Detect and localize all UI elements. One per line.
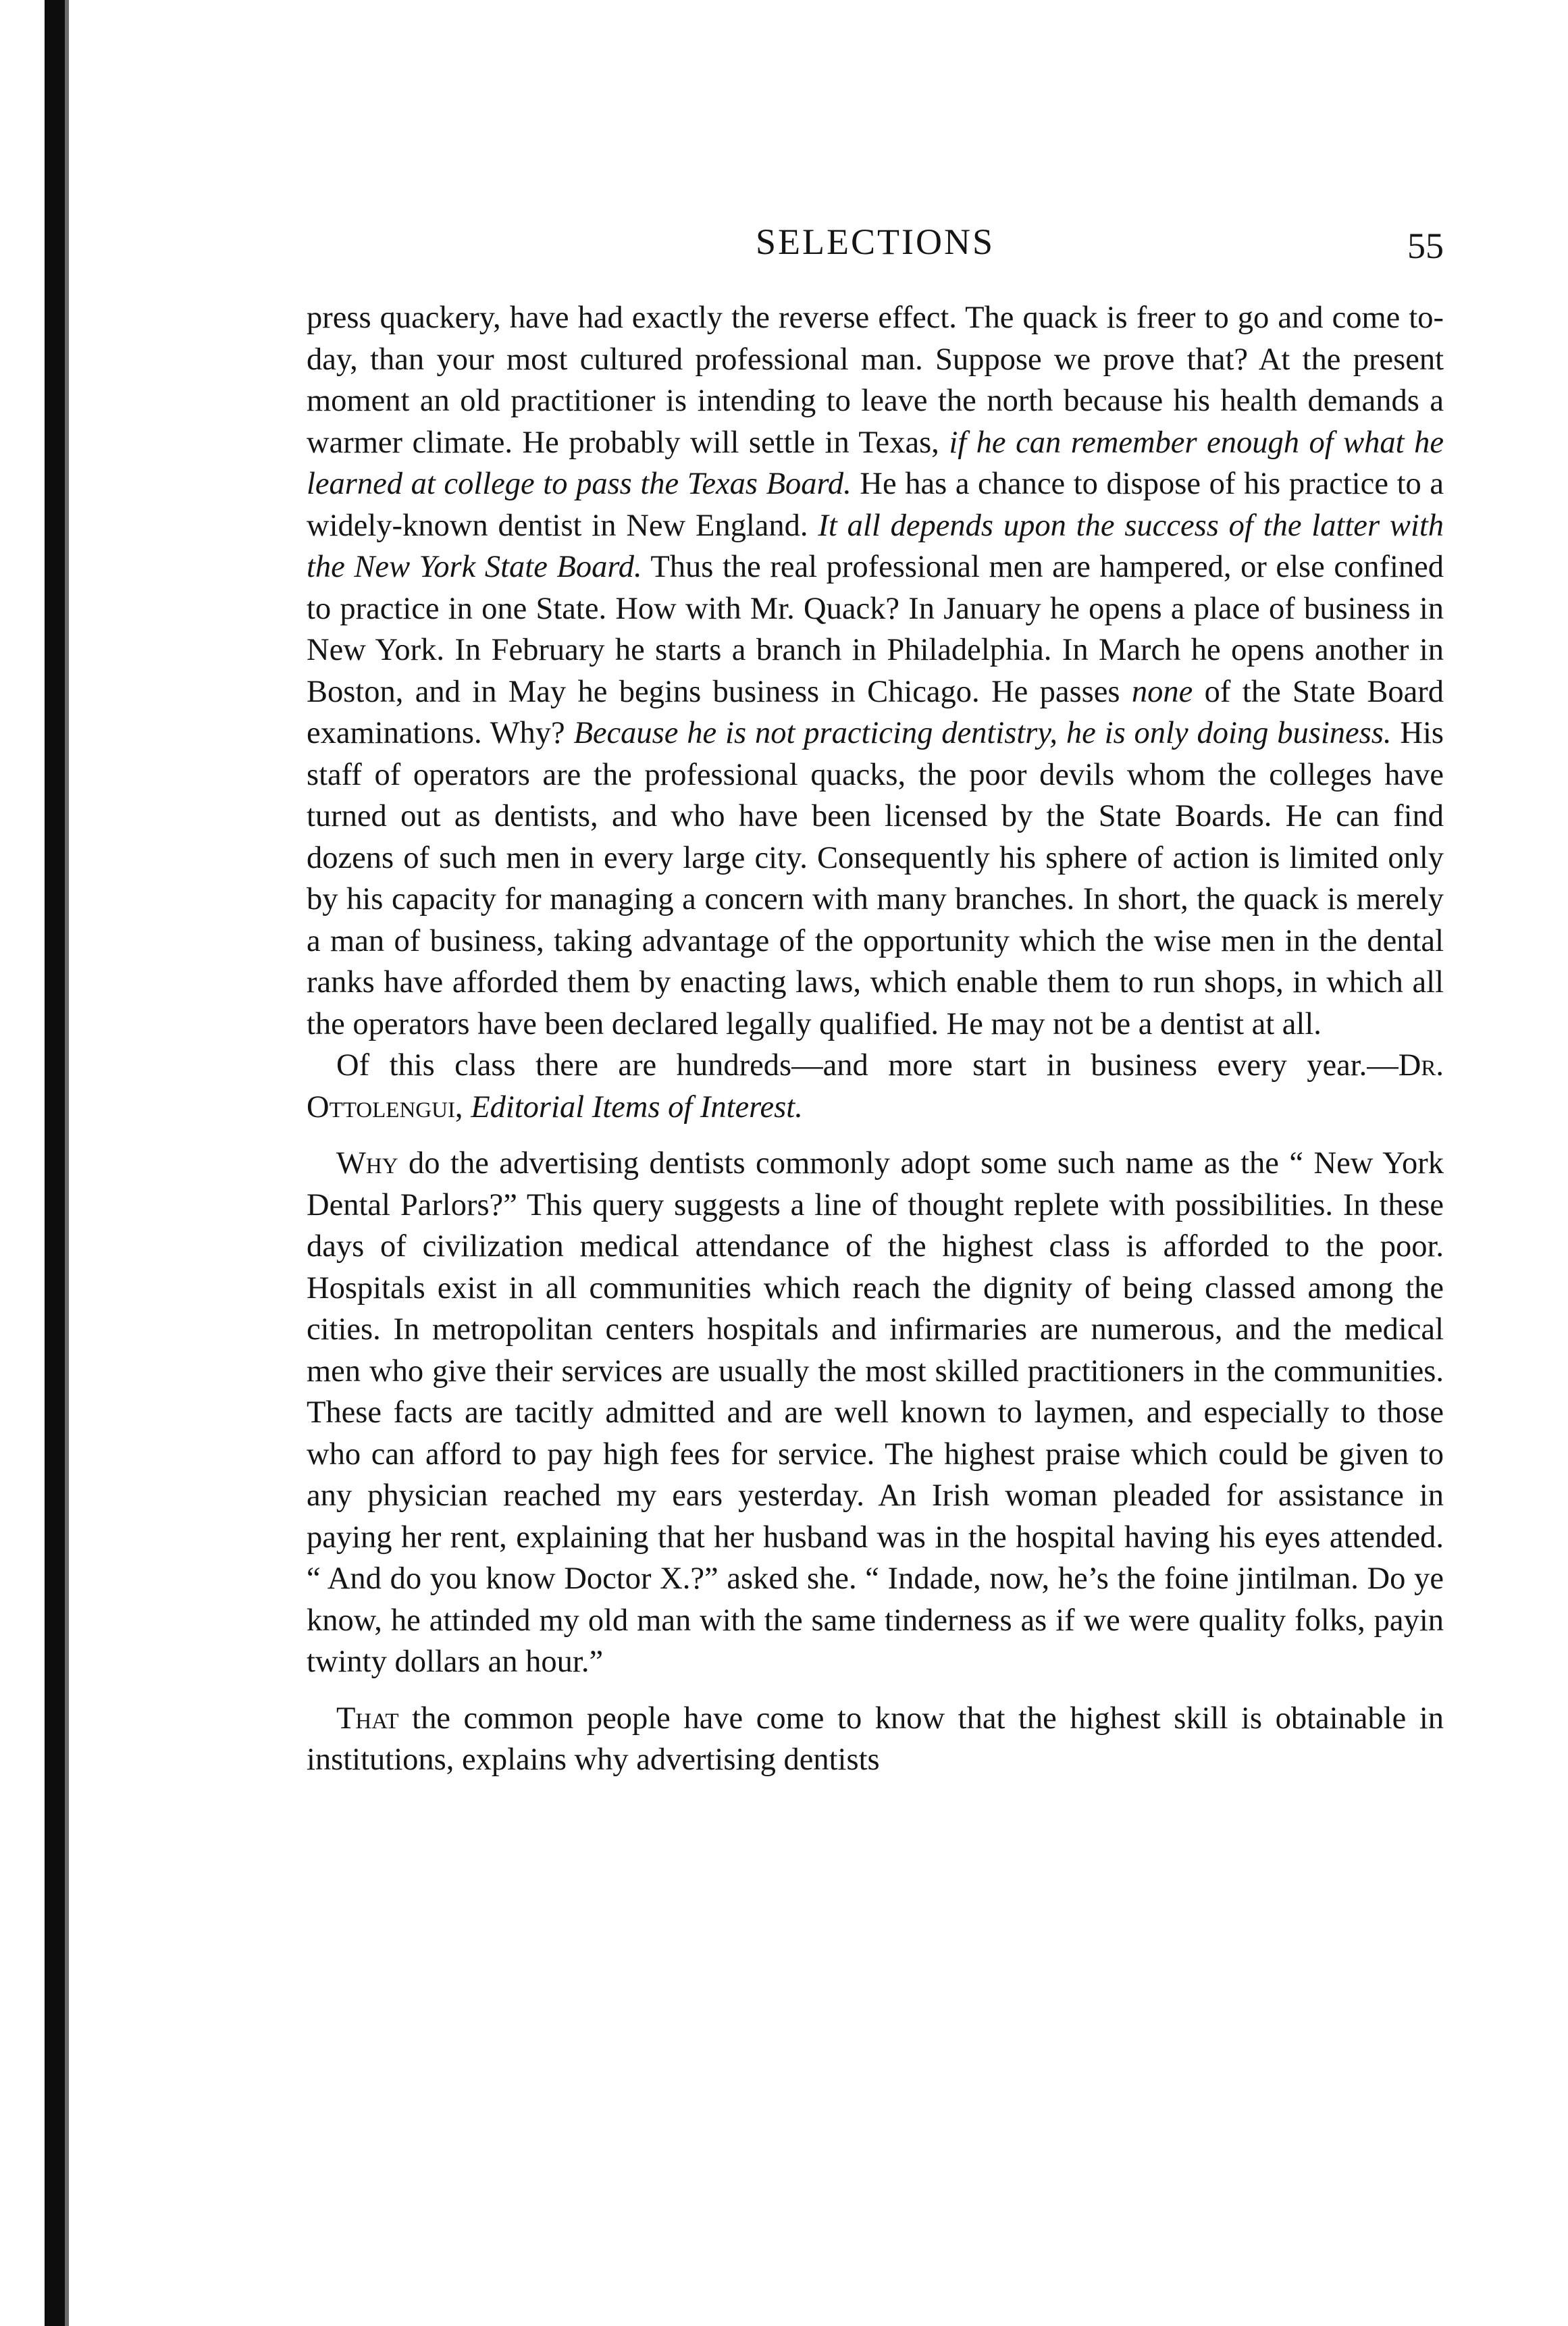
paragraph-1 xyxy=(307,297,1444,1045)
paragraph-1-italic-4: Because he is not practicing dentistry, he is only doing business. xyxy=(573,716,1392,750)
paragraph-1-text-1: press quackery, have had exactly the reverse effect. The quack is freer to go and come to-day, than your most cultured professional man. Suppose we prove that? At the present moment an old practitioner is intending to leave the north because his health demands a warmer climate. He probably will settle in Texas, xyxy=(307,301,1444,460)
paragraph-3 xyxy=(307,1143,1444,1683)
paragraph-1-text-5: His staff of operators are the professional quacks, the poor devils whom the colleges have turned out as dentists, and who have been licensed by the State Boards. He can find dozens of such men in every large city. Consequently his sphere of action is limited only by his capacity for managing a concern with many branches. In short, the quack is merely a man of business, taking advantage of the opportunity which the wise men in the dental ranks have afforded them by enacting laws, which enable them to run shops, in which all the operators have been declared legally qualified. He may not be a dentist at all. xyxy=(307,716,1444,1041)
attribution-author: Dr. Ottolengui, xyxy=(307,1048,1444,1125)
scan-shadow-edge xyxy=(45,0,65,2326)
paragraph-3-text: do the advertising dentists commonly adopt some such name as the “ New York Dental Parlors?” This query suggests a line of thought replete with possibilities. In these days of civilization medical attendance of the highest class is afforded to the poor. Hospitals exist in all communities which reach the dignity of being classed among the cities. In metropolitan centers hospitals and infirmaries are numerous, and the medical men who give their services are usually the most skilled practitioners in the communities. These facts are tacitly admitted and are well known to laymen, and especially to those who can afford to pay high fees for service. The highest praise which could be given to any physician reached my ears yesterday. An Irish woman pleaded for assistance in paying her rent, explaining that her husband was in the hospital having his eyes attended. “ And do you know Doctor X.?” asked she. “ Indade, now, he’s the foine jintilman. Do ye know, he attinded my old man with the same tinderness as if we were quality folks, payin twinty dollars an hour.” xyxy=(307,1146,1444,1679)
running-title: SELECTIONS xyxy=(756,222,995,262)
paragraph-4-lead: That xyxy=(336,1701,399,1736)
paragraph-1-italic-2: It all depends upon the success of the latter with the New York State Board. xyxy=(307,508,1444,584)
page-number: 55 xyxy=(1407,226,1444,266)
paragraph-1-text-4: of the State Board examinations. Why? xyxy=(307,674,1444,750)
paragraph-4-text: the common people have come to know that the highest skill is obtainable in institutions, explains why advertising dentists xyxy=(307,1701,1444,1777)
paragraph-2 xyxy=(307,1045,1444,1128)
paragraph-3-lead: Why xyxy=(336,1146,398,1181)
paragraph-1-text-3: Thus the real professional men are hampered, or else confined to practice in one State. How with Mr. Quack? In January he opens a place of business in New York. In February he starts a branch in Philadelphia. In March he opens another in Boston, and in May he begins business in Chicago. He passes xyxy=(307,550,1444,709)
scan-shadow-fringe xyxy=(65,0,69,2326)
paragraph-1-italic-1: if he can remember enough of what he learned at college to pass the Texas Board. xyxy=(307,425,1444,501)
body-text xyxy=(307,297,1444,1781)
paragraph-4 xyxy=(307,1698,1444,1781)
paragraph-2-text: Of this class there are hundreds—and more start in business every year.— xyxy=(336,1048,1399,1083)
paragraph-1-italic-3: none xyxy=(1131,674,1193,709)
attribution-source: Editorial Items of Interest. xyxy=(471,1089,803,1125)
running-header xyxy=(307,215,1444,269)
paragraph-1-text-2: He has a chance to dispose of his practice to a widely-known dentist in New England. xyxy=(307,467,1444,543)
